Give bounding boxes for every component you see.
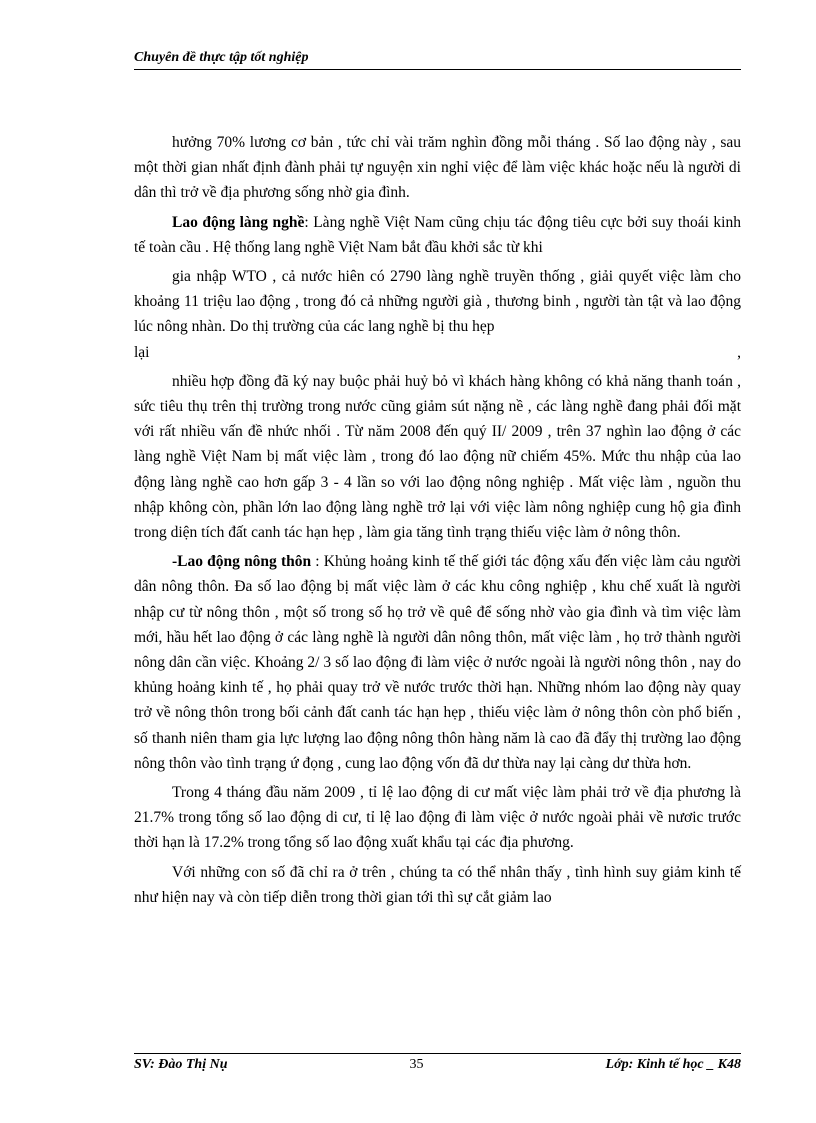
footer-student: SV: Đào Thị Nụ bbox=[134, 1057, 228, 1072]
paragraph-3-tail bbox=[134, 340, 741, 365]
heading-lang-nghe: Lao động làng nghề bbox=[172, 213, 305, 231]
body-text bbox=[134, 130, 741, 914]
paragraph-6: Trong 4 tháng đầu năm 2009 , tỉ lệ lao động di cư mất việc làm phải trở về địa phương là 21.7% trong tổng số lao động di cư, tỉ lệ lao động đi làm việc ở nước ngoài phải về nươic trước thời hạn là 17.2% trong tổng số lao động xuất khẩu tại các địa phương. bbox=[134, 784, 741, 852]
paragraph-lang-nghe bbox=[134, 210, 741, 260]
paragraph-lang-nghe-text: : Làng nghề Việt Nam cũng chịu tác động tiêu cực bởi suy thoái kinh tế toàn cầu . Hệ thống lang nghề Việt Nam bắt đầu khởi sắc từ khi bbox=[134, 213, 741, 256]
page-header bbox=[134, 50, 741, 70]
header-title: Chuyên đề thực tập tốt nghiệp bbox=[134, 50, 309, 65]
paragraph-4: nhiều hợp đồng đã ký nay buộc phải huỷ bỏ vì khách hàng không có khả năng thanh toán , sức tiêu thụ trên thị trường trong nước cũng giảm sút nặng nề , các làng nghề đang phải đối mặt với rất nhiều vấn đề nhức nhối . Từ năm 2008 đến quý II/ 2009 , trên 37 nghìn lao động ở các làng nghề Việt Nam bị mất việc làm , trong đó lao động nữ chiếm 45%. Mức thu nhập của lao động làng nghề cao hơn gấp 3 - 4 lần so với lao động nông nghiệp . Mất việc làm , nguồn thu nhập không còn, phần lớn lao động làng nghề trở lại với việc làm nông nghiệp cung hộ gia đình trong diện tích đất canh tác hạn hẹp , làm gia tăng tình trạng thiếu việc làm ở nông thôn. bbox=[134, 372, 741, 542]
paragraph-1: hưởng 70% lương cơ bản , tức chỉ vài trăm nghìn đồng mỗi tháng . Số lao động này , sau một thời gian nhất định đành phải tự nguyện xin nghỉ việc để làm việc khác hoặc nếu là người di dân thì trở về địa phương sống nhờ gia đình. bbox=[134, 134, 741, 202]
word-lai: lại bbox=[134, 343, 150, 361]
page-number: 35 bbox=[409, 1057, 424, 1072]
paragraph-3: gia nhập WTO , cả nước hiên có 2790 làng nghề truyền thống , giải quyết việc làm cho khoảng 11 triệu lao động , trong đó cả những người già , thương binh , người tàn tật và lao động lúc nông nhàn. Do thị trường của các lang nghề bị thu hẹp bbox=[134, 268, 741, 336]
stray-comma: , bbox=[737, 343, 741, 361]
page-footer bbox=[134, 1053, 741, 1073]
footer-class: Lớp: Kinh tế học _ K48 bbox=[605, 1057, 741, 1072]
heading-nong-thon: -Lao động nông thôn bbox=[172, 553, 312, 571]
paragraph-nong-thon-text: : Khủng hoảng kinh tế thế giới tác động xấu đến việc làm cảu người dân nông thôn. Đa số lao động bị mất việc làm ở các khu công nghiệp , khu chế xuất là người nhập cư từ nông thôn , một số trong số họ trở về quê để sống nhờ vào gia đình và tìm việc làm mới, hầu hết lao động ở các làng nghề là người dân nông thôn, mất việc làm , họ trở thành người nông dân cần việc. Khoảng 2/ 3 số lao động đi làm việc ở nước ngoài là người nông thôn , nay do khủng hoảng kinh tế , họ phải quay trở về nước trước thời hạn. Những nhóm lao động này quay trở về nông thôn trong bối cảnh đất canh tác hạn hẹp , thiếu việc làm ở nông thôn còn phổ biến , số thanh niên tham gia lực lượng lao động nông thôn hàng năm là cao đã đẩy thị trường lao động nông thôn vào tình trạng ứ đọng , cung lao động vốn đã dư thừa nay lại càng dư thừa hơn. bbox=[134, 553, 741, 772]
paragraph-nong-thon bbox=[134, 549, 741, 776]
paragraph-7: Với những con số đã chỉ ra ở trên , chúng ta có thể nhân thấy , tình hình suy giảm kinh tế như hiện nay và còn tiếp diễn trong thời gian tới thì sự cắt giảm lao bbox=[134, 863, 741, 906]
